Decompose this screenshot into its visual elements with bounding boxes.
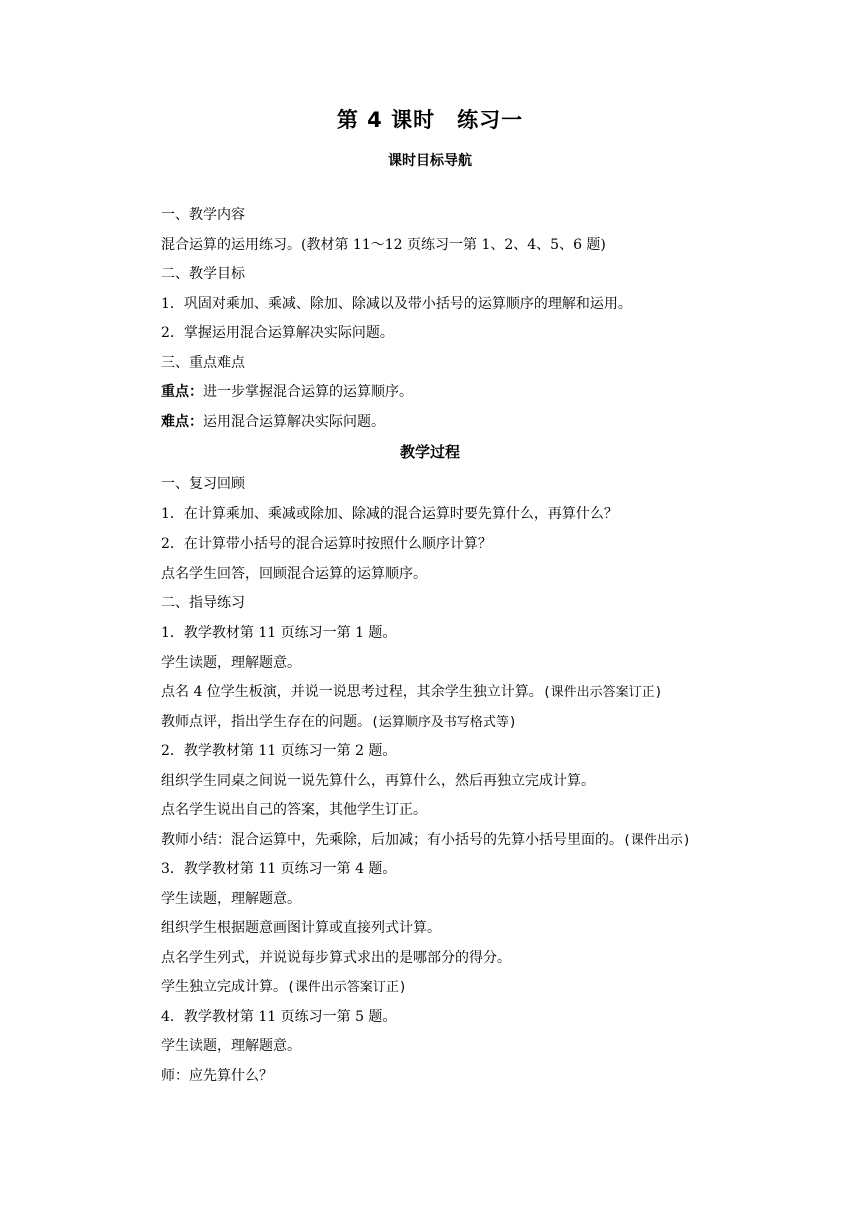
lesson-title: 第 4 课时 练习一 [336,108,524,132]
exercise-3-title: 3．教学教材第 11 页练习一第 4 题。 [161,861,397,877]
exercise-1-line-3-text: 教师点评，指出学生存在的问题。 [161,714,371,730]
exercise-1-line-3 [161,712,517,733]
goal-item-2: 2．掌握运用混合运算解决实际问题。 [161,325,394,341]
exercise-1-line-1: 学生读题，理解题意。 [161,655,301,671]
exercise-2-line-3 [161,830,691,851]
exercise-3-line-4 [161,977,407,998]
key-point-label: 重点： [161,384,203,400]
review-heading: 一、复习回顾 [161,476,245,492]
exercise-3-line-4-text: 学生独立完成计算。 [161,979,287,995]
teaching-content-text: 混合运算的运用练习。(教材第 11～12 页练习一第 1、2、4、5、6 题) [161,237,606,253]
section-heading-goals: 二、教学目标 [161,266,245,282]
key-point-text: 进一步掌握混合运算的运算顺序。 [203,384,413,400]
section-heading-content: 一、教学内容 [161,207,245,223]
exercise-2-line-3-note: (课件出示) [623,833,691,848]
exercise-2-line-3-text: 教师小结：混合运算中，先乘除，后加减；有小括号的先算小括号里面的。 [161,832,623,848]
section-heading-key-points: 三、重点难点 [161,355,245,371]
exercise-4-line-1: 学生读题，理解题意。 [161,1038,301,1054]
review-question-1: 1．在计算乘加、乘减或除加、除减的混合运算时要先算什么，再算什么？ [161,506,618,522]
exercise-1-line-2 [161,682,662,703]
exercise-4-title: 4．教学教材第 11 页练习一第 5 题。 [161,1009,397,1025]
difficult-point-row [161,412,385,432]
exercise-3-line-2: 组织学生根据题意画图计算或直接列式计算。 [161,920,441,936]
process-heading: 教学过程 [399,443,460,461]
goal-item-1: 1．巩固对乘加、乘减、除加、除减以及带小括号的运算顺序的理解和运用。 [161,296,632,312]
exercise-4-line-2: 师：应先算什么？ [161,1068,273,1084]
exercise-3-line-3: 点名学生列式，并说说每步算式求出的是哪部分的得分。 [161,950,511,966]
guided-heading: 二、指导练习 [161,595,245,611]
exercise-1-line-2-text: 点名 4 位学生板演，并说一说思考过程，其余学生独立计算。 [161,684,543,700]
exercise-3-line-4-note: (课件出示答案订正) [287,980,407,995]
key-point-row [161,382,413,402]
exercise-3-line-1: 学生读题，理解题意。 [161,891,301,907]
exercise-1-line-3-note: (运算顺序及书写格式等) [371,715,517,730]
exercise-1-line-2-note: (课件出示答案订正) [542,685,663,700]
lesson-subtitle: 课时目标导航 [388,153,472,169]
difficult-point-text: 运用混合运算解决实际问题。 [203,414,385,430]
review-question-2: 2．在计算带小括号的混合运算时按照什么顺序计算？ [161,536,492,552]
exercise-2-line-2: 点名学生说出自己的答案，其他学生订正。 [161,802,427,818]
difficult-point-label: 难点： [161,414,203,430]
exercise-2-line-1: 组织学生同桌之间说一说先算什么，再算什么，然后再独立完成计算。 [161,773,595,789]
review-answer: 点名学生回答，回顾混合运算的运算顺序。 [161,566,427,582]
exercise-2-title: 2．教学教材第 11 页练习一第 2 题。 [161,743,397,759]
exercise-1-title: 1．教学教材第 11 页练习一第 1 题。 [161,625,397,641]
